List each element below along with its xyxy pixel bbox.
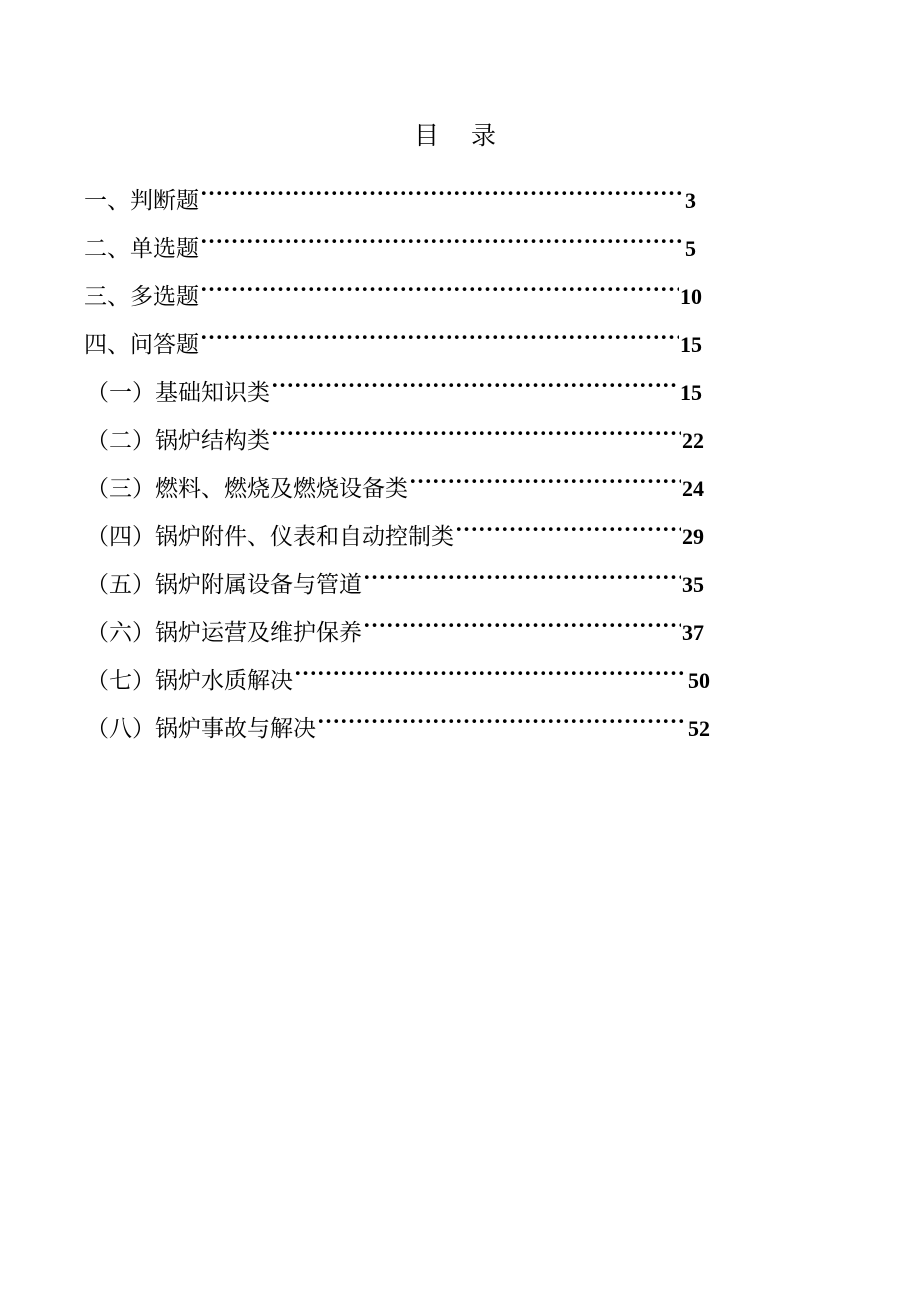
toc-entry[interactable] [86,360,702,406]
toc-entry[interactable] [86,456,704,502]
toc-entry[interactable] [84,216,696,262]
toc-entry-page: 50 [688,668,710,693]
toc-entry[interactable] [86,696,710,742]
toc-entry[interactable] [86,504,704,550]
dot-leader [363,552,681,592]
toc-entry-page: 29 [682,524,704,549]
dot-leader [317,696,687,736]
toc-entry[interactable] [84,264,702,310]
toc-entry-page: 52 [688,716,710,741]
toc-entry-page: 24 [682,476,704,501]
dot-leader [200,216,684,256]
toc-entry-page: 15 [680,380,702,405]
toc-entry-label: （四）锅炉附件、仪表和自动控制类 [86,524,454,550]
dot-leader [409,456,681,496]
toc-entry[interactable] [86,552,704,598]
dot-leader [455,504,681,544]
toc-entry-label: （三）燃料、燃烧及燃烧设备类 [86,476,408,502]
toc-entry-page: 35 [682,572,704,597]
toc-entry[interactable] [86,648,710,694]
toc-entry-page: 37 [682,620,704,645]
dot-leader [271,360,679,400]
toc-entry-page: 22 [682,428,704,453]
toc-entry[interactable] [86,408,704,454]
dot-leader [200,312,679,352]
dot-leader [200,168,684,208]
dot-leader [294,648,687,688]
dot-leader [271,408,681,448]
toc-entry-page: 10 [680,284,702,309]
toc-entry-label: （七）锅炉水质解决 [86,668,293,694]
toc-entry-label: 一、判断题 [84,188,199,214]
toc-entry-label: 四、问答题 [84,332,199,358]
toc-entry-page: 3 [685,188,696,213]
toc-entry[interactable] [86,600,704,646]
toc-title: 目 录 [414,121,508,150]
toc-entry-label: （一）基础知识类 [86,380,270,406]
toc-entry[interactable] [84,168,696,214]
toc-entry-label: （八）锅炉事故与解决 [86,716,316,742]
dot-leader [363,600,681,640]
toc-entry-page: 5 [685,236,696,261]
dot-leader [200,264,679,304]
toc-entry-page: 15 [680,332,702,357]
toc-entry[interactable] [84,312,702,358]
toc-entry-label: 二、单选题 [84,236,199,262]
toc-entry-label: 三、多选题 [84,284,199,310]
toc-entry-label: （二）锅炉结构类 [86,428,270,454]
toc-entry-label: （五）锅炉附属设备与管道 [86,572,362,598]
toc-entry-label: （六）锅炉运营及维护保养 [86,620,362,646]
